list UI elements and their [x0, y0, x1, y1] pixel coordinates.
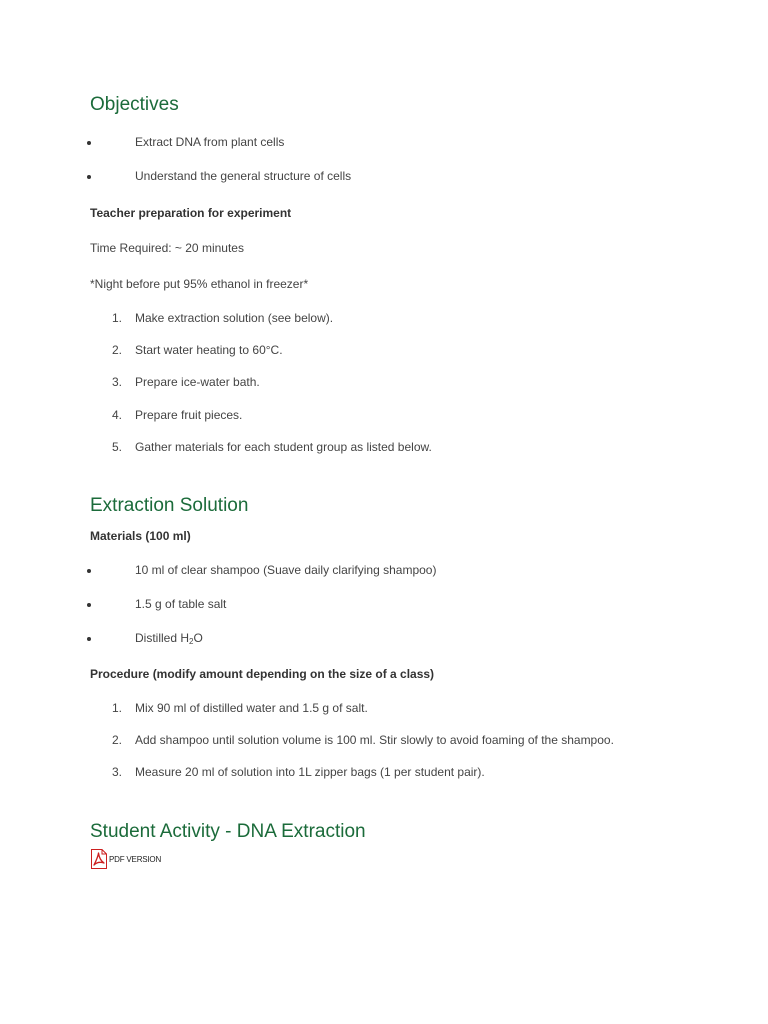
step-text: Add shampoo until solution volume is 100 ml. Stir slowly to avoid foaming of the shampoo. [135, 733, 614, 747]
list-item-text: Understand the general structure of cells [135, 169, 352, 183]
procedure-heading: Procedure (modify amount depending on the size of a class) [90, 667, 435, 681]
step-number: 3. [111, 765, 122, 779]
pdf-version-link[interactable] [90, 849, 162, 869]
water-suffix: O [193, 631, 203, 645]
list-item [0, 343, 700, 357]
student-activity-heading: Student Activity - DNA Extraction [90, 821, 366, 842]
list-item [0, 408, 700, 422]
pdf-version-label: PDF VERSION [109, 854, 161, 864]
time-required: Time Required: ~ 20 minutes [90, 241, 244, 255]
extraction-heading: Extraction Solution [90, 495, 249, 516]
list-item [0, 311, 700, 325]
step-text: Prepare ice-water bath. [135, 375, 260, 389]
step-text: Prepare fruit pieces. [135, 408, 243, 422]
step-text: Start water heating to 60°C. [135, 343, 283, 357]
list-item-text: Extract DNA from plant cells [135, 135, 285, 149]
list-item [0, 563, 700, 577]
list-item [0, 375, 700, 389]
list-item [0, 440, 700, 454]
materials-heading: Materials (100 ml) [90, 529, 191, 543]
bullet [87, 175, 91, 179]
list-item [0, 597, 700, 611]
list-item-text: 1.5 g of table salt [135, 597, 227, 611]
step-number: 4. [111, 408, 122, 422]
water-prefix: Distilled H [135, 631, 190, 645]
list-item [0, 631, 700, 645]
pdf-file-icon [90, 849, 108, 869]
step-number: 1. [111, 311, 122, 325]
teacher-prep-heading: Teacher preparation for experiment [90, 206, 292, 220]
bullet [87, 603, 91, 607]
freezer-note: *Night before put 95% ethanol in freezer* [90, 277, 309, 291]
bullet [87, 569, 91, 573]
list-item-text: 10 ml of clear shampoo (Suave daily clarifying shampoo) [135, 563, 437, 577]
step-number: 3. [111, 375, 122, 389]
step-text: Gather materials for each student group as listed below. [135, 440, 432, 454]
step-number: 2. [111, 733, 122, 747]
bullet [87, 637, 91, 641]
bullet [87, 141, 91, 145]
step-text: Make extraction solution (see below). [135, 311, 334, 325]
list-item [0, 733, 700, 747]
step-text: Mix 90 ml of distilled water and 1.5 g of salt. [135, 701, 368, 715]
water-subscript: 2 [189, 637, 194, 646]
step-number: 1. [111, 701, 122, 715]
distilled-water-item [135, 631, 203, 645]
list-item [0, 701, 700, 715]
list-item [0, 169, 700, 183]
step-number: 2. [111, 343, 122, 357]
list-item [0, 765, 700, 779]
step-text: Measure 20 ml of solution into 1L zipper bags (1 per student pair). [135, 765, 485, 779]
objectives-heading: Objectives [90, 94, 179, 115]
step-number: 5. [111, 440, 122, 454]
list-item [0, 135, 700, 149]
